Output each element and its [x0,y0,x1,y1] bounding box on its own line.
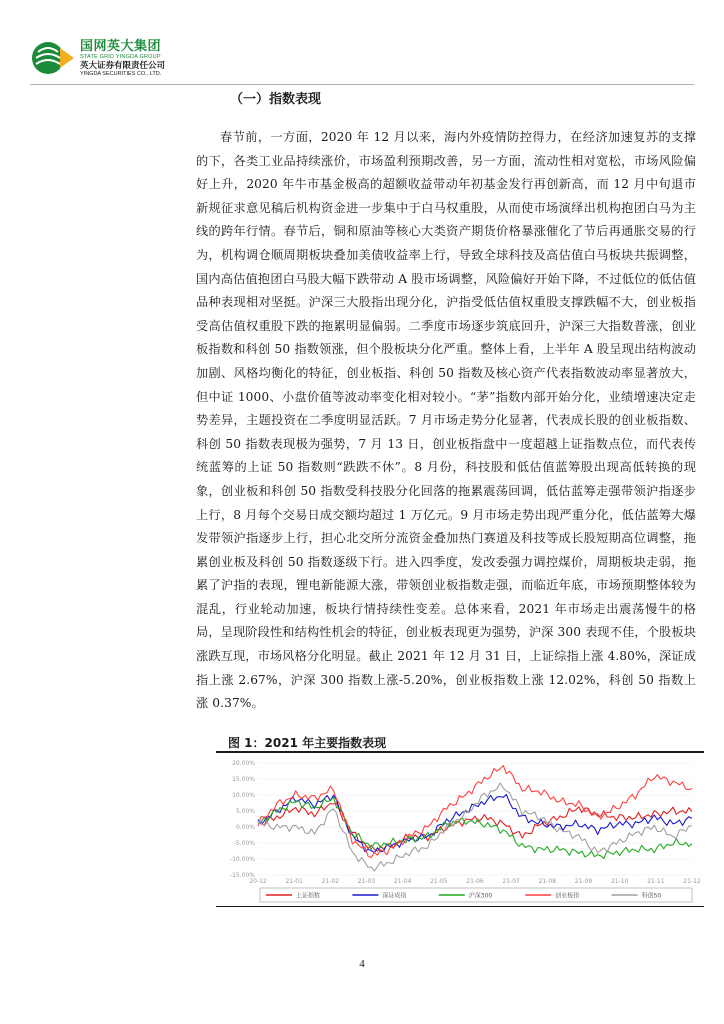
y-tick-label: 10.00% [232,792,255,799]
figure-title: 图 1：2021 年主要指数表现 [228,736,387,750]
x-tick-label: 21-10 [610,878,629,885]
x-tick-label: 20-12 [249,878,267,885]
page-number: 4 [359,958,365,970]
legend-label: 创业板指 [555,892,580,900]
index-performance-chart [216,753,704,906]
y-tick-label: 20.00% [232,760,255,767]
series-line-4 [258,766,692,858]
legend-label: 科创50 [641,892,662,900]
y-tick-label: -15.00% [229,872,255,879]
company-name-cn: 国网英大集团 [80,39,162,54]
x-tick-label: 21-03 [357,878,376,885]
x-tick-label: 21-05 [430,878,448,885]
x-tick-label: 21-07 [502,878,520,885]
header-divider [30,84,694,85]
y-tick-label: -5.00% [233,840,255,847]
chart-svg [216,753,704,906]
section-title: （一）指数表现 [230,92,322,107]
x-tick-label: 21-06 [466,878,484,885]
y-tick-label: -10.00% [229,856,255,863]
series-line-3 [258,797,692,858]
y-tick-label: 5.00% [235,808,255,815]
subsidiary-name-en: YINGDA SECURITIES CO., LTD. [80,71,162,77]
x-tick-label: 21-01 [285,878,303,885]
x-tick-label: 21-11 [647,878,665,885]
company-name-en: STATE GRID YINGDA GROUP [80,54,161,60]
body-paragraph: 春节前，一方面，2020 年 12 月以来，海内外疫情防控得力，在经济加速复苏的支撑的下，各类工业品持续涨价，市场盈利预期改善，另一方面，流动性相对宽松，市场风险偏好上升，2020 年牛市基金极高的超额收益带动年初基金发行再创新高，而 12 月中旬退市新规征求意见稿后机构资金进一步集中于白马权重股，从而使市场演绎出机构抱团白马为主线的跨年行情。春节后，铜和原油等核心大类资产期货价格暴涨催化了节后再通胀交易的行为，机构调仓顺周期板块叠加美债收益率上行，导致全球科技及高估值白马板块共振调整，国内高估值抱团白马股大幅下跌带动 A 股市场调整，风险偏好开始下降，不过低位的低估值品种表现相对坚挺。沪深三大股指出现分化，沪指受低估值权重股支撑跌幅不大，创业板指受高估值权重股下跌的拖累明显偏弱。二季度市场逐步筑底回升，沪深三大指数普涨，创业板指数和科创 50 指数领涨，但个股板块分化严重。整体上看，上半年 A 股呈现出结构波动加剧、风格均衡化的特征，创业板指、科创 50 指数及核心资产代表指数波动率显著放大，但中证 1000、小盘价值等波动率变化相对较小。“茅”指数内部开始分化，业绩增速决定走势差异，主题投资在二季度明显活跃。7 月市场走势分化显著，代表成长股的创业板指数、科创 50 指数表现极为强势，7 月 13 日，创业板指盘中一度超越上证指数点位，而代表传统蓝筹的上证 50 指数则“跌跌不休”。8 月份，科技股和低估值蓝筹股出现高低转换的现象，创业板和科创 50 指数受科技股分化回落的拖累震荡回调，低估蓝筹走强带领沪指逐步上行，8 月每个交易日成交额均超过 1 万亿元。9 月市场走势出现严重分化，低估蓝筹大爆发带领沪指逐步上行，担心北交所分流资金叠加热门赛道及科技等成长股短期高位调整，拖累创业板及科创 50 指数逐级下行。进入四季度，发改委强力调控煤价，周期板块走弱，拖累了沪指的表现，锂电新能源大涨，带领创业板指数走强，而临近年底，市场预期整体较为混乱，行业轮动加速，板块行情持续性变差。总体来看，2021 年市场走出震荡慢牛的格局，呈现阶段性和结构性机会的特征，创业板表现更为强势，沪深 300 表现不佳，个股板块涨跌互现，市场风格分化明显。截止 2021 年 12 月 31 日，上证综指上涨 4.80%，深证成指上涨 2.67%，沪深 300 指数上涨-5.20%，创业板指数上涨 12.02%，科创 50 指数上涨 0.37%。 [196,130,696,711]
x-tick-label: 21-12 [683,878,701,885]
x-tick-label: 21-09 [574,878,593,885]
y-tick-label: 0.00% [235,824,255,831]
x-tick-label: 21-08 [538,878,557,885]
state-grid-logo-icon [30,38,74,78]
x-tick-label: 21-04 [393,878,412,885]
legend-label: 深证成指 [382,892,407,900]
legend-label: 上证指数 [296,892,321,900]
y-tick-label: 15.00% [232,776,255,783]
figure-bottom-rule [216,906,704,907]
x-tick-label: 21-02 [321,878,340,885]
legend-label: 沪深300 [468,892,493,900]
subsidiary-name-cn: 英大证券有限责任公司 [80,61,166,71]
